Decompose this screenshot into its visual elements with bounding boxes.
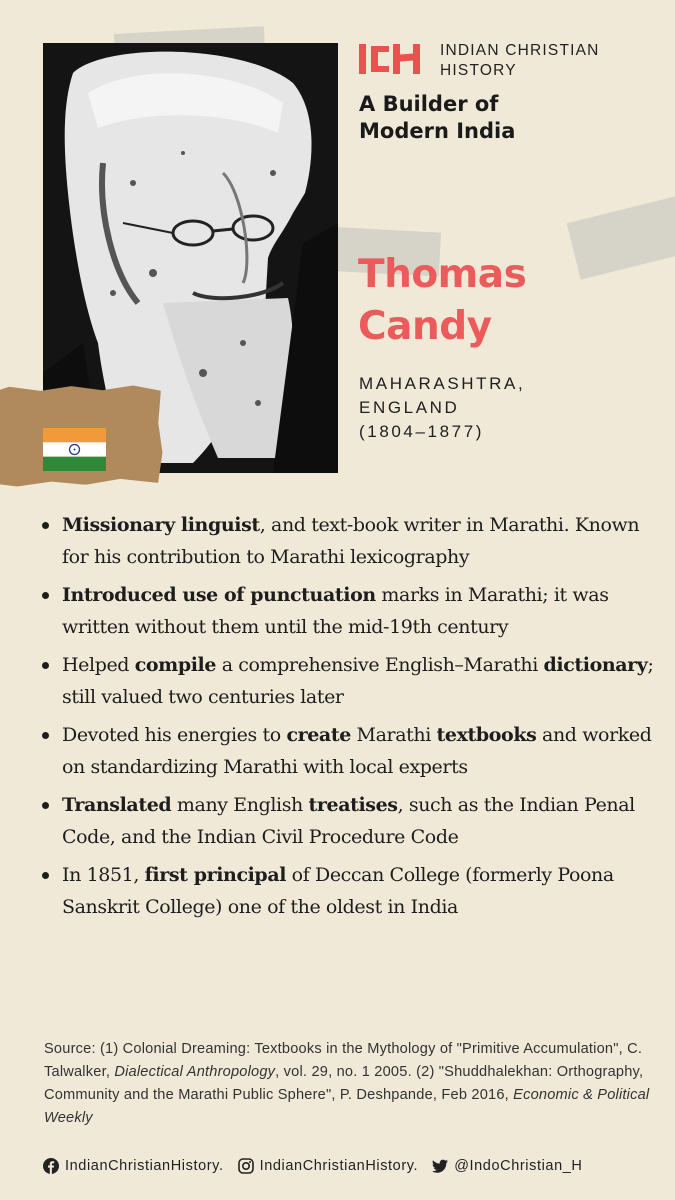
fact-text: , such as the Indian Penal Code, and the Indian Civil Procedure Code	[62, 794, 635, 848]
fact-highlight: textbooks	[436, 724, 537, 746]
source-journal-1: Dialectical Anthropology	[114, 1064, 276, 1080]
region-line-1: MAHARASHTRA,	[359, 374, 526, 393]
fact-text: and worked on standardizing Marathi with local experts	[62, 724, 652, 778]
fact-item	[40, 789, 665, 853]
fact-highlight: Missionary linguist	[62, 514, 260, 536]
fact-text: , and text-book writer in Marathi. Known for his contribution to Marathi lexicography	[62, 514, 640, 568]
ich-logo-icon	[359, 42, 423, 76]
org-line-1: INDIAN CHRISTIAN	[440, 42, 600, 59]
fact-text: In 1851,	[62, 864, 145, 886]
facebook-icon	[43, 1158, 59, 1174]
person-region	[359, 372, 525, 444]
last-name: Candy	[358, 304, 492, 349]
region-line-2: ENGLAND	[359, 398, 460, 417]
fact-text: Helped	[62, 654, 135, 676]
instagram-handle: IndianChristianHistory.	[259, 1158, 419, 1174]
fact-text: Marathi	[350, 724, 437, 746]
fact-item	[40, 859, 665, 923]
instagram-icon	[238, 1158, 254, 1174]
first-name: Thomas	[358, 252, 527, 297]
tagline-line-1: A Builder of	[359, 92, 499, 116]
fact-highlight: Introduced use of punctuation	[62, 584, 376, 606]
twitter-link[interactable]	[432, 1158, 582, 1174]
facts-list	[40, 509, 665, 929]
life-years: (1804–1877)	[359, 422, 485, 441]
source-prefix: Source: (1)	[44, 1041, 123, 1057]
fact-item	[40, 509, 665, 573]
twitter-handle: @IndoChristian_H	[454, 1158, 583, 1174]
source-citation	[44, 1038, 669, 1130]
source-title-1: Colonial Dreaming: Textbooks in the Mythology of "Primitive Accumulation"	[122, 1041, 619, 1057]
fact-highlight: dictionary	[543, 654, 648, 676]
fact-highlight: treatises	[308, 794, 398, 816]
fact-item	[40, 579, 665, 643]
source-title-2: "Shuddhalekhan: Orthography, Community and the Marathi Public Sphere"	[44, 1064, 644, 1103]
fact-text: marks in Marathi; it was written without them until the mid-19th century	[62, 584, 609, 638]
fact-text: Devoted his energies to	[62, 724, 287, 746]
source-journal-2: Economic & Political Weekly	[44, 1087, 650, 1126]
india-flag-icon	[43, 428, 106, 471]
fact-highlight: compile	[134, 654, 217, 676]
tagline	[359, 91, 515, 145]
tape-strip-right	[567, 194, 675, 279]
tagline-line-2: Modern India	[359, 119, 516, 143]
fact-item	[40, 649, 665, 713]
instagram-link[interactable]	[238, 1158, 419, 1174]
organization-name	[440, 41, 600, 81]
fact-highlight: Translated	[62, 794, 172, 816]
fact-text: a comprehensive English–Marathi	[216, 654, 544, 676]
fact-highlight: first principal	[144, 864, 287, 886]
source-author-1: , C. Talwalker,	[44, 1041, 643, 1080]
fact-text: ; still valued two centuries later	[62, 654, 654, 708]
facebook-link[interactable]	[43, 1158, 224, 1174]
fact-text: of Deccan College (formerly Poona Sanskrit College) one of the oldest in India	[62, 864, 614, 918]
twitter-icon	[432, 1158, 448, 1174]
org-line-2: HISTORY	[440, 62, 517, 79]
source-author-2: , P. Deshpande, Feb 2016,	[331, 1087, 514, 1103]
social-links	[43, 1158, 582, 1174]
fact-text: many English	[171, 794, 309, 816]
fact-highlight: create	[286, 724, 351, 746]
person-name	[358, 249, 526, 353]
source-detail-1: , vol. 29, no. 1 2005. (2)	[275, 1064, 439, 1080]
fact-item	[40, 719, 665, 783]
facebook-handle: IndianChristianHistory.	[65, 1158, 224, 1174]
